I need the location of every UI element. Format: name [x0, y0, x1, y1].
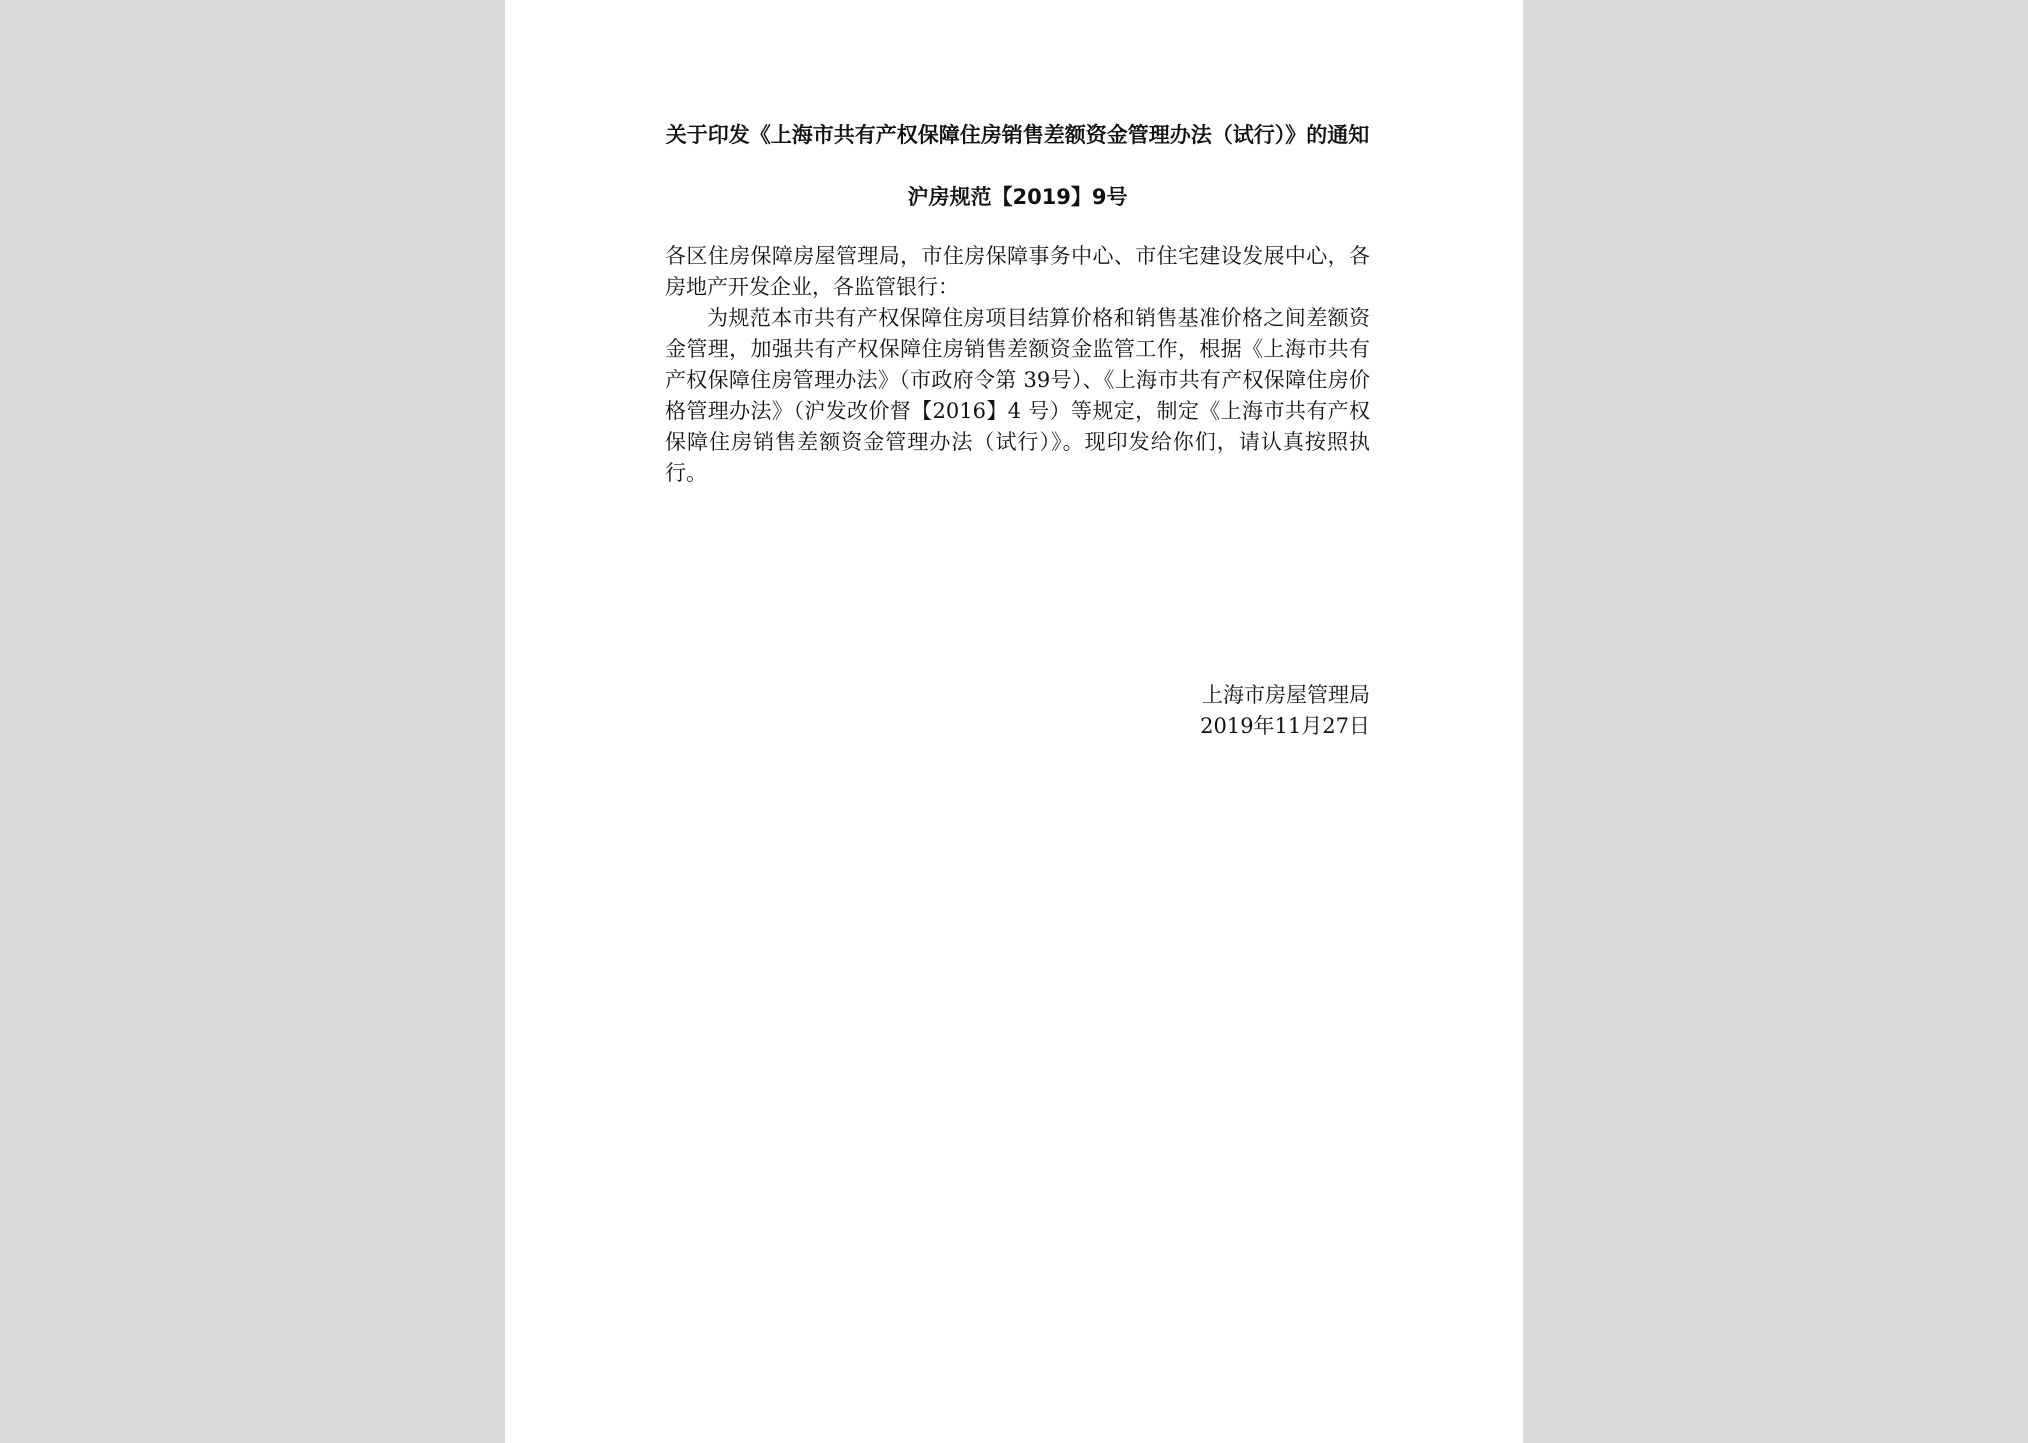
body-paragraph: 为规范本市共有产权保障住房项目结算价格和销售基准价格之间差额资金管理，加强共有产权保障住房销售差额资金监管工作，根据《上海市共有产权保障住房管理办法》（市政府令第 39号）、《上海市共有产权保障住房价格管理办法》（沪发改价督【2016】4 号）等规定，制定《上海市共有产权保障住房销售差额资金管理办法（试行）》。现印发给你们，请认真按照执行。	[665, 306, 1370, 485]
issuer-name: 上海市房屋管理局	[1202, 683, 1370, 707]
recipients-line: 各区住房保障房屋管理局，市住房保障事务中心、市住宅建设发展中心，各房地产开发企业，各监管银行：	[665, 244, 1370, 299]
document-title: 关于印发《上海市共有产权保障住房销售差额资金管理办法（试行）》的通知	[665, 123, 1370, 147]
document-page	[505, 0, 1523, 1443]
document-number: 沪房规范【2019】9号	[907, 185, 1128, 209]
issue-date: 2019年11月27日	[1200, 714, 1370, 738]
signature-block	[665, 680, 1370, 742]
page-content	[665, 120, 1370, 738]
